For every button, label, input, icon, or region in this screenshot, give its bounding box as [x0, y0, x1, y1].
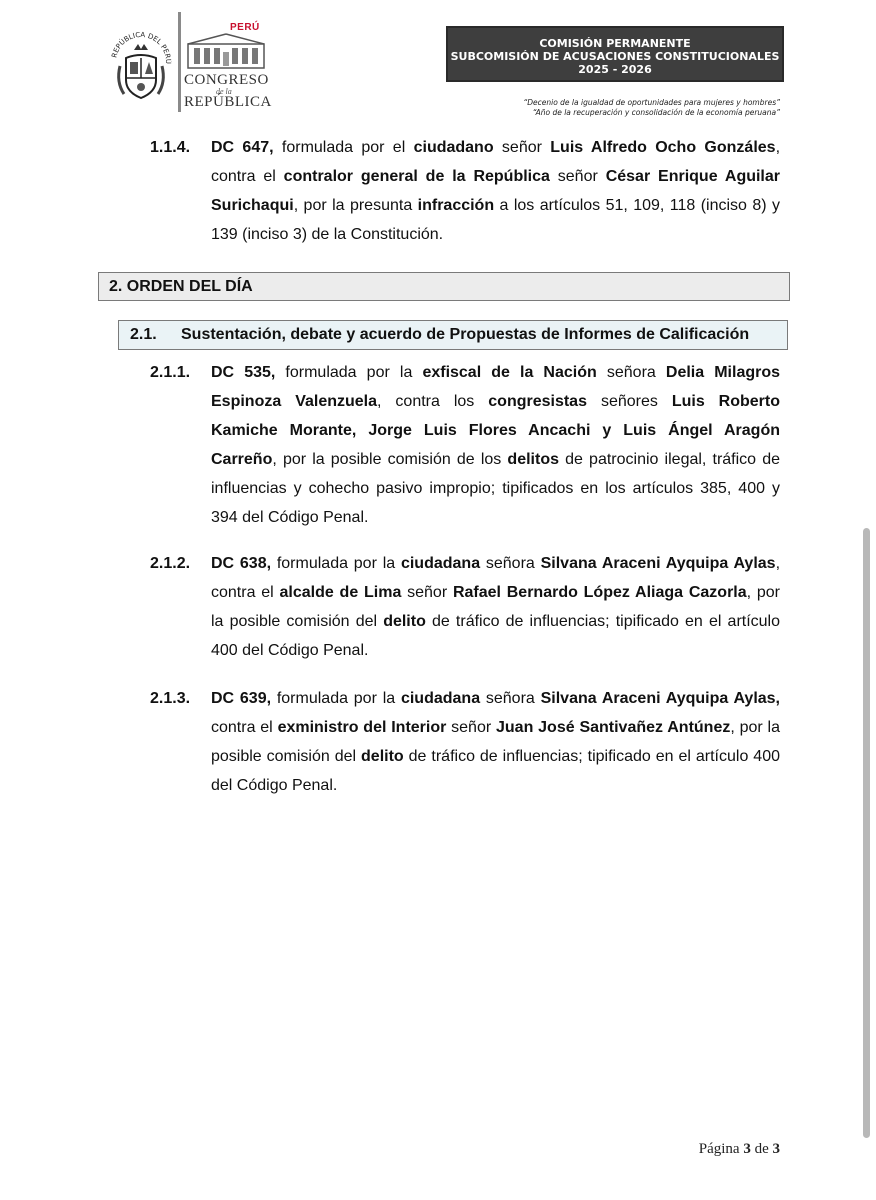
bold-run: ciudadana	[400, 555, 481, 572]
bold-run: Luis Alfredo Ocho Gonzáles	[550, 139, 776, 156]
logo-peru-text: PERÚ	[230, 22, 260, 33]
text-run: señor	[446, 719, 496, 736]
coat-of-arms-text: REPÚBLICA DEL PERÚ	[110, 30, 172, 65]
agenda-item-1-1-4	[150, 133, 780, 249]
text-run: señora	[480, 690, 541, 707]
item-text	[211, 684, 780, 800]
agenda-item-2-1-2	[150, 549, 780, 665]
logo-dela-text: de la	[216, 87, 232, 96]
footer-pagina: Página	[698, 1141, 744, 1157]
bold-run: alcalde de Lima	[279, 584, 402, 601]
text-run: formulada por la	[271, 555, 401, 572]
bold-run: Juan José Santivañez Antúnez	[496, 719, 731, 736]
bold-run: Delia Milagros Espinoza Valenzuela	[211, 364, 781, 410]
item-number: 1.1.4.	[150, 139, 191, 156]
bold-run: Luis Roberto Kamiche Morante, Jorge Luis Flores Ancachi y Luis Ángel Aragón Carreño	[211, 393, 781, 468]
logo-congreso-text: CONGRESO	[184, 72, 269, 88]
vertical-scrollbar[interactable]	[863, 528, 870, 1138]
commission-header-box	[446, 26, 784, 82]
bold-run: exministro del Interior	[277, 719, 447, 736]
text-run: señora	[480, 555, 541, 572]
bold-run: ciudadana	[400, 690, 481, 707]
commission-line-2: SUBCOMISIÓN DE ACUSACIONES CONSTITUCIONALES	[450, 50, 780, 63]
text-run: de patrocinio ilegal, tráfico de influencias y cohecho pasivo impropio; tipificados en los artículos 385, 400 y 394 del Código Penal.	[211, 451, 780, 526]
subsection-label: Sustentación, debate y acuerdo de Propuestas de Informes de Calificación	[181, 326, 750, 343]
text-run: formulada por la	[275, 364, 423, 381]
bold-run: delitos	[507, 451, 559, 468]
bold-run: infracción	[417, 197, 495, 214]
commission-line-3: 2025 - 2026	[578, 63, 652, 76]
subsection-number: 2.1.	[130, 326, 157, 343]
bold-run: Rafael Bernardo López Aliaga Cazorla	[452, 584, 747, 601]
text-run: señora	[596, 364, 666, 381]
anio-line: “Año de la recuperación y consolidación de la economía peruana”	[532, 108, 780, 117]
subsection-2-1	[118, 320, 788, 350]
dc-code: DC 639,	[211, 690, 272, 707]
agenda-item-2-1-1	[150, 358, 780, 532]
text-run: , por la posible comisión del	[211, 719, 781, 765]
text-run: de tráfico de influencias; tipificado en el artículo 400 del Código Penal.	[211, 613, 781, 659]
dc-code: DC 638,	[211, 555, 272, 572]
text-run: contra el	[211, 719, 278, 736]
text-run: a los artículos 51, 109, 118 (inciso 8) y 139 (inciso 3) de la Constitución.	[211, 197, 780, 243]
item-number: 2.1.2.	[150, 555, 191, 572]
congress-building-icon	[186, 30, 266, 70]
logo-divider	[178, 12, 181, 112]
bold-run: delito	[383, 613, 426, 630]
item-text	[211, 133, 780, 249]
text-run: , contra el	[211, 555, 781, 601]
bold-run: delito	[361, 748, 404, 765]
footer-current-page: 3	[743, 1141, 751, 1157]
text-run: señor	[401, 584, 453, 601]
agenda-item-2-1-3	[150, 684, 780, 800]
text-run: , contra el	[211, 139, 781, 185]
section-orden-del-dia: 2. ORDEN DEL DÍA	[98, 272, 790, 301]
logo-republica-text: REPÚBLICA	[184, 94, 272, 110]
text-run: , por la posible comisión de los	[272, 451, 508, 468]
footer-de: de	[750, 1141, 773, 1157]
bold-run: contralor general de la República	[283, 168, 550, 185]
peru-coat-of-arms-icon	[110, 22, 172, 104]
text-run: , contra los	[377, 393, 489, 410]
text-run: señor	[549, 168, 606, 185]
dc-code: DC 647,	[211, 139, 274, 156]
footer-total-pages: 3	[772, 1141, 780, 1157]
dc-code: DC 535,	[211, 364, 276, 381]
text-run: señor	[493, 139, 551, 156]
text-run: , por la posible comisión del	[211, 584, 781, 630]
bold-run: congresistas	[488, 393, 587, 410]
item-number: 2.1.3.	[150, 690, 191, 707]
bold-run: ciudadano	[413, 139, 494, 156]
bold-run: Silvana Araceni Ayquipa Aylas	[540, 555, 776, 572]
item-text	[211, 358, 780, 532]
congreso-logo	[178, 12, 270, 112]
text-run: de tráfico de influencias; tipificado en el artículo 400 del Código Penal.	[211, 748, 780, 794]
bold-run: Silvana Araceni Ayquipa Aylas,	[540, 690, 781, 707]
item-number: 2.1.1.	[150, 364, 191, 381]
text-run: señores	[586, 393, 672, 410]
text-run: formulada por la	[271, 690, 401, 707]
commission-line-1: COMISIÓN PERMANENTE	[539, 37, 691, 50]
page-number-footer	[699, 1141, 780, 1158]
text-run: formulada por el	[273, 139, 414, 156]
bold-run: exfiscal de la Nación	[422, 364, 597, 381]
decenio-text-block	[440, 98, 780, 118]
decenio-line: “Decenio de la igualdad de oportunidades para mujeres y hombres”	[523, 98, 780, 107]
text-run: , por la presunta	[293, 197, 418, 214]
bold-run: César Enrique Aguilar Surichaqui	[211, 168, 780, 214]
item-text	[211, 549, 780, 665]
